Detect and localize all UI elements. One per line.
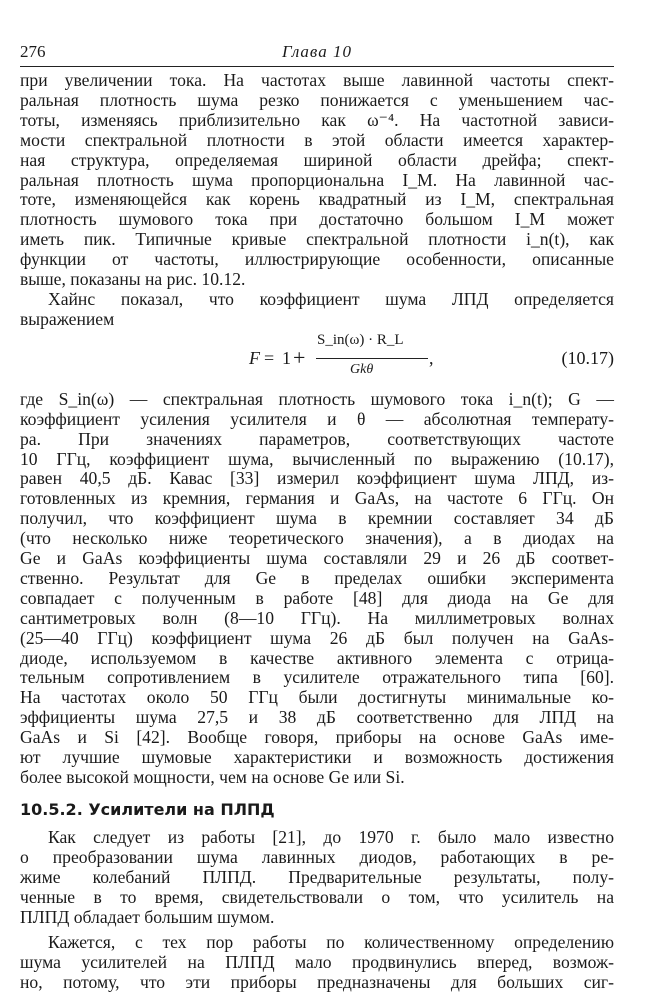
text-line: при увеличении тока. На частотах выше лавинной частоты спект- [20,70,614,90]
fraction-bar [316,358,428,359]
text-line: 10 ГГц, коэффициент шума, вычисленный по выражению (10.17), [20,448,614,469]
section-heading: 10.5.2. Усилители на ПЛПД [20,799,275,819]
text-line: выражением [20,308,115,329]
text-line: ральная плотность шума пропорциональна I_M. На лавинной час- [20,169,614,190]
text-line: шума усилителей на ПЛПД мало продвинулись вперед, возмож- [20,952,614,973]
running-header [20,40,614,67]
text-line: выше, показаны на рис. 10.12. [20,269,246,290]
text-line: (25—40 ГГц) коэффициент шума 26 дБ был получен на GaAs- [20,627,614,648]
paragraph-3 [20,390,614,788]
text-line: ра. При значениях параметров, соответствующих частоте [20,428,614,449]
text-line: Хайнс показал, что коэффициент шума ЛПД определяется [48,288,614,309]
text-line: Как следует из работы [21], до 1970 г. было мало известно [48,826,614,847]
formula-lhs: F [249,347,260,368]
formula-comma: , [429,347,434,368]
text-line: диоде, используемом в качестве активного элемента с отрица- [20,647,614,668]
text-line: получил, что коэффициент шума в кремнии составляет 34 дБ [20,508,614,529]
text-line: ная структура, определяемая шириной области дрейфа; спект- [20,149,614,170]
running-title: Глава 10 [282,42,352,61]
text-line: ральная плотность шума резко понижается с уменьшением час- [20,89,614,110]
text-line: где S_in(ω) — спектральная плотность шумового тока i_n(t); G — [20,388,614,409]
paragraph-5 [20,933,614,993]
paragraph-1 [20,71,614,290]
text-line: иметь пик. Типичные кривые спектральной плотности i_n(t), как [20,229,614,250]
paragraph-4 [20,828,614,928]
text-line: более высокой мощности, чем на основе Ge или Si. [20,767,405,787]
formula-plus: + [293,344,306,370]
text-line: функции от частоты, иллюстрирующие особенности, описанные [20,249,614,270]
text-line: мости спектральной плотности в этой области имеется характер- [20,129,614,150]
formula-one: 1 [282,347,291,368]
text-line: эффициенты шума 27,5 и 38 дБ соответственно для ЛПД на [20,707,614,728]
text-line: GaAs и Si [42]. Вообще говоря, приборы на основе GaAs име- [20,727,614,748]
text-line: ПЛПД обладает большим шумом. [20,906,275,927]
text-line: На частотах около 50 ГГц были достигнуты минимальные ко- [20,687,614,708]
formula-10-17 [20,330,614,390]
equation-number: (10.17) [561,347,614,368]
text-line: ственно. Результат для Ge в пределах ошибки эксперимента [20,567,614,588]
text-line: равен 40,5 дБ. Кавас [33] измерил коэффициент шума ЛПД, из- [20,468,614,489]
text-line: плотность шумового тока при достаточно большом I_M может [20,209,614,230]
text-line: тоте, изменяющейся как корень квадратный из I_M, спектральная [20,189,614,210]
formula-numerator: S_in(ω) · R_L [317,331,404,348]
text-line: тоты, изменяясь приблизительно как ω⁻⁴. На частотной зависи- [20,109,614,130]
formula-denominator: Gkθ [350,361,374,377]
page-number: 276 [20,42,46,61]
paragraph-2 [20,290,614,330]
text-body [20,71,614,993]
text-line: Ge и GaAs коэффициенты шума составляли 29 и 26 дБ соответ- [20,548,614,569]
text-line: о преобразовании шума лавинных диодов, работающих в ре- [20,846,614,867]
text-line: (что несколько ниже теоретического значения), а в диодах на [20,528,614,549]
text-line: коэффициент усиления усилителя и θ — абсолютная температу- [20,408,614,429]
text-line: готовленных из кремния, германия и GaAs, на частоте 6 ГГц. Он [20,488,614,509]
text-line: но, потому, что эти приборы предназначены для больших сиг- [20,972,614,993]
text-line: тельным сопротивлением в усилителе отражательного типа [60]. [20,667,614,688]
text-line: ченные в то время, свидетельствовали о том, что усилитель на [20,886,614,907]
text-line: совпадает с полученным в работе [48] для диода на Ge для [20,587,614,608]
text-line: сантиметровых волн (8—10 ГГц). На миллиметровых волнах [20,607,614,628]
text-line: Кажется, с тех пор работы по количественному определению [48,932,614,953]
text-line: ют лучшие шумовые характеристики и возможность достижения [20,747,614,768]
text-line: жиме колебаний ПЛПД. Предварительные результаты, полу- [20,866,614,887]
formula-equals: = [264,347,275,368]
